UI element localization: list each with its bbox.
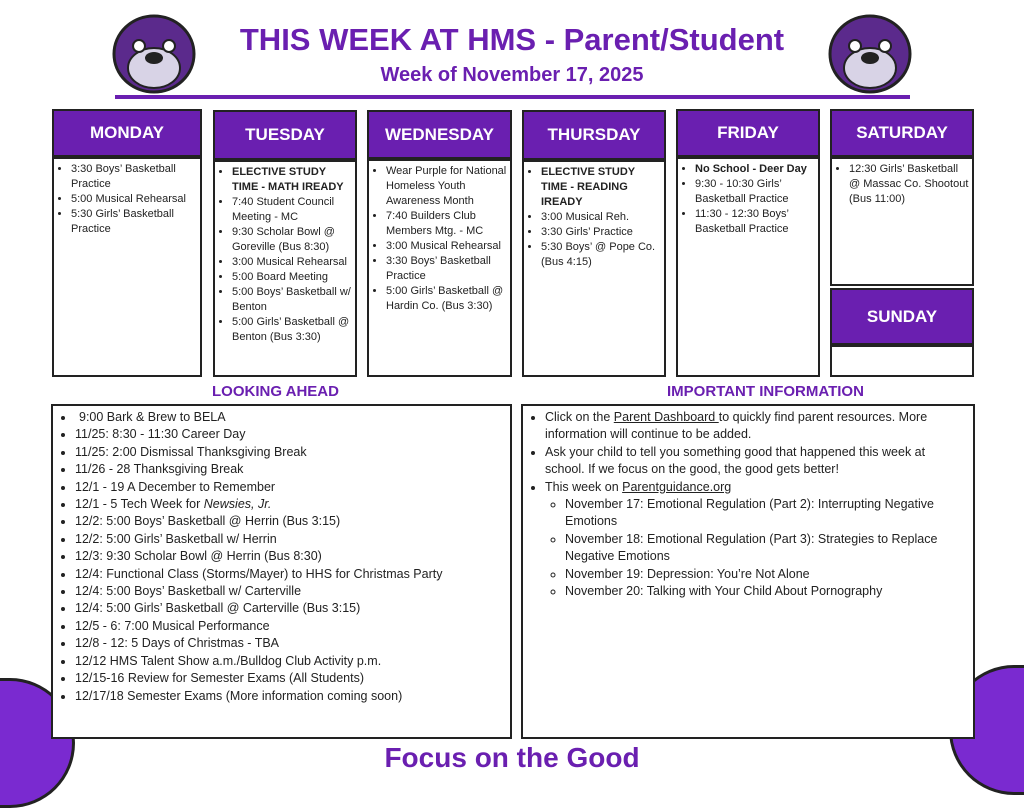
list-item: • Wear Purple for National Homeless Youth Awareness Month: [386, 164, 508, 209]
list-item: • 12/2: 5:00 Girls’ Basketball w/ Herrin: [75, 531, 504, 548]
day-header-sunday: SUNDAY: [830, 288, 974, 345]
list-item: • ELECTIVE STUDY TIME - READING IREADY: [541, 165, 662, 210]
list-item: • 11/25: 8:30 - 11:30 Career Day: [75, 426, 504, 443]
list-item: • 7:40 Builders Club Members Mtg. - MC: [386, 209, 508, 239]
list-item: • 12/4: Functional Class (Storms/Mayer) to HHS for Christmas Party: [75, 566, 504, 583]
bulldog-mascot-icon: [108, 6, 200, 98]
list-item: • 12/1 - 19 A December to Remember: [75, 479, 504, 496]
list-item: • 12/1 - 5 Tech Week for Newsies, Jr.: [75, 496, 504, 513]
day-box-friday: [676, 157, 820, 377]
week-subtitle: Week of November 17, 2025: [380, 64, 644, 86]
list-item: • 3:00 Musical Reh.: [541, 210, 662, 225]
list-item: ◦ November 20: Talking with Your Child About Pornography: [565, 583, 967, 600]
list-item: • 12/4: 5:00 Boys’ Basketball w/ Carterville: [75, 583, 504, 600]
day-header-wednesday: WEDNESDAY: [367, 110, 512, 159]
parentguidance-link[interactable]: Parentguidance.org: [622, 479, 732, 494]
important-info-heading: IMPORTANT INFORMATION: [667, 383, 864, 400]
list-item: • 12/4: 5:00 Girls’ Basketball @ Carterville (Bus 3:15): [75, 600, 504, 617]
day-box-wednesday: [367, 159, 512, 377]
day-header-friday: FRIDAY: [676, 109, 820, 157]
list-item: • 5:00 Girls’ Basketball @ Benton (Bus 3:30): [232, 315, 353, 345]
day-header-saturday: SATURDAY: [830, 109, 974, 157]
list-item: ◦ November 18: Emotional Regulation (Part 3): Strategies to Replace Negative Emotions: [565, 531, 967, 566]
day-box-tuesday: [213, 160, 357, 377]
list-item: • 12/8 - 12: 5 Days of Christmas - TBA: [75, 635, 504, 652]
day-box-sunday: [830, 345, 974, 377]
list-item: • 12/15-16 Review for Semester Exams (All Students): [75, 670, 504, 687]
list-item: • 11/25: 2:00 Dismissal Thanksgiving Break: [75, 444, 504, 461]
looking-ahead-heading: LOOKING AHEAD: [212, 383, 339, 400]
day-box-monday: [52, 157, 202, 377]
list-item: • No School - Deer Day: [695, 162, 816, 177]
important-info-box: [521, 404, 975, 739]
list-item: • ELECTIVE STUDY TIME - MATH IREADY: [232, 165, 353, 195]
footer-slogan: Focus on the Good: [384, 742, 640, 773]
list-item: • Ask your child to tell you something good that happened this week at school. If we focus on the good, the good gets better!: [545, 444, 967, 479]
list-item: • 11:30 - 12:30 Boys’ Basketball Practice: [695, 207, 816, 237]
list-item: • 9:30 - 10:30 Girls’ Basketball Practice: [695, 177, 816, 207]
list-item: • 5:30 Boys’ @ Pope Co. (Bus 4:15): [541, 240, 662, 270]
list-item: • 5:00 Girls’ Basketball @ Hardin Co. (Bus 3:30): [386, 284, 508, 314]
list-item: • 3:30 Boys’ Basketball Practice: [386, 254, 508, 284]
day-box-thursday: [522, 160, 666, 377]
page-title: THIS WEEK AT HMS - Parent/Student: [239, 22, 785, 57]
day-header-thursday: THURSDAY: [522, 110, 666, 160]
list-item: ◦ November 19: Depression: You’re Not Alone: [565, 566, 967, 583]
list-item: • This week on Parentguidance.org ◦ November 17: Emotional Regulation (Part 2): Interrupting Negative Emotions ◦ November 18: Emotional Regulation (Part 3): Strategies to Replace Negative Emotions ◦ November 19: Depression: You’re Not Alone ◦ November 20: Talking with Your Child About Pornography: [545, 479, 967, 601]
day-header-monday: MONDAY: [52, 109, 202, 157]
list-item: • 12/5 - 6: 7:00 Musical Performance: [75, 618, 504, 635]
bulldog-mascot-icon: [824, 6, 916, 98]
list-item: • Click on the Parent Dashboard to quickly find parent resources. More information will continue to be added.: [545, 409, 967, 444]
list-item: • 5:00 Board Meeting: [232, 270, 353, 285]
list-item: • 3:00 Musical Rehearsal: [386, 239, 508, 254]
list-item: • 12/2: 5:00 Boys’ Basketball @ Herrin (Bus 3:15): [75, 513, 504, 530]
list-item: • 7:40 Student Council Meeting - MC: [232, 195, 353, 225]
list-item: • 3:30 Boys’ Basketball Practice: [71, 162, 198, 192]
list-item: • 12/3: 9:30 Scholar Bowl @ Herrin (Bus 8:30): [75, 548, 504, 565]
list-item: • 9:00 Bark & Brew to BELA: [75, 409, 504, 426]
list-item: • 5:00 Musical Rehearsal: [71, 192, 198, 207]
list-item: ◦ November 17: Emotional Regulation (Part 2): Interrupting Negative Emotions: [565, 496, 967, 531]
list-item: • 11/26 - 28 Thanksgiving Break: [75, 461, 504, 478]
list-item: • 5:30 Girls’ Basketball Practice: [71, 207, 198, 237]
list-item: • 12/12 HMS Talent Show a.m./Bulldog Club Activity p.m.: [75, 653, 504, 670]
day-header-tuesday: TUESDAY: [213, 110, 357, 160]
day-box-saturday: [830, 157, 974, 286]
list-item: • 12:30 Girls’ Basketball @ Massac Co. Shootout (Bus 11:00): [849, 162, 970, 207]
list-item: • 9:30 Scholar Bowl @ Goreville (Bus 8:30): [232, 225, 353, 255]
list-item: • 5:00 Boys’ Basketball w/ Benton: [232, 285, 353, 315]
title-divider: [115, 95, 910, 99]
list-item: • 12/17/18 Semester Exams (More information coming soon): [75, 688, 504, 705]
parent-dashboard-link[interactable]: Parent Dashboard: [613, 410, 719, 424]
looking-ahead-box: [51, 404, 512, 739]
list-item: • 3:30 Girls’ Practice: [541, 225, 662, 240]
list-item: • 3:00 Musical Rehearsal: [232, 255, 353, 270]
